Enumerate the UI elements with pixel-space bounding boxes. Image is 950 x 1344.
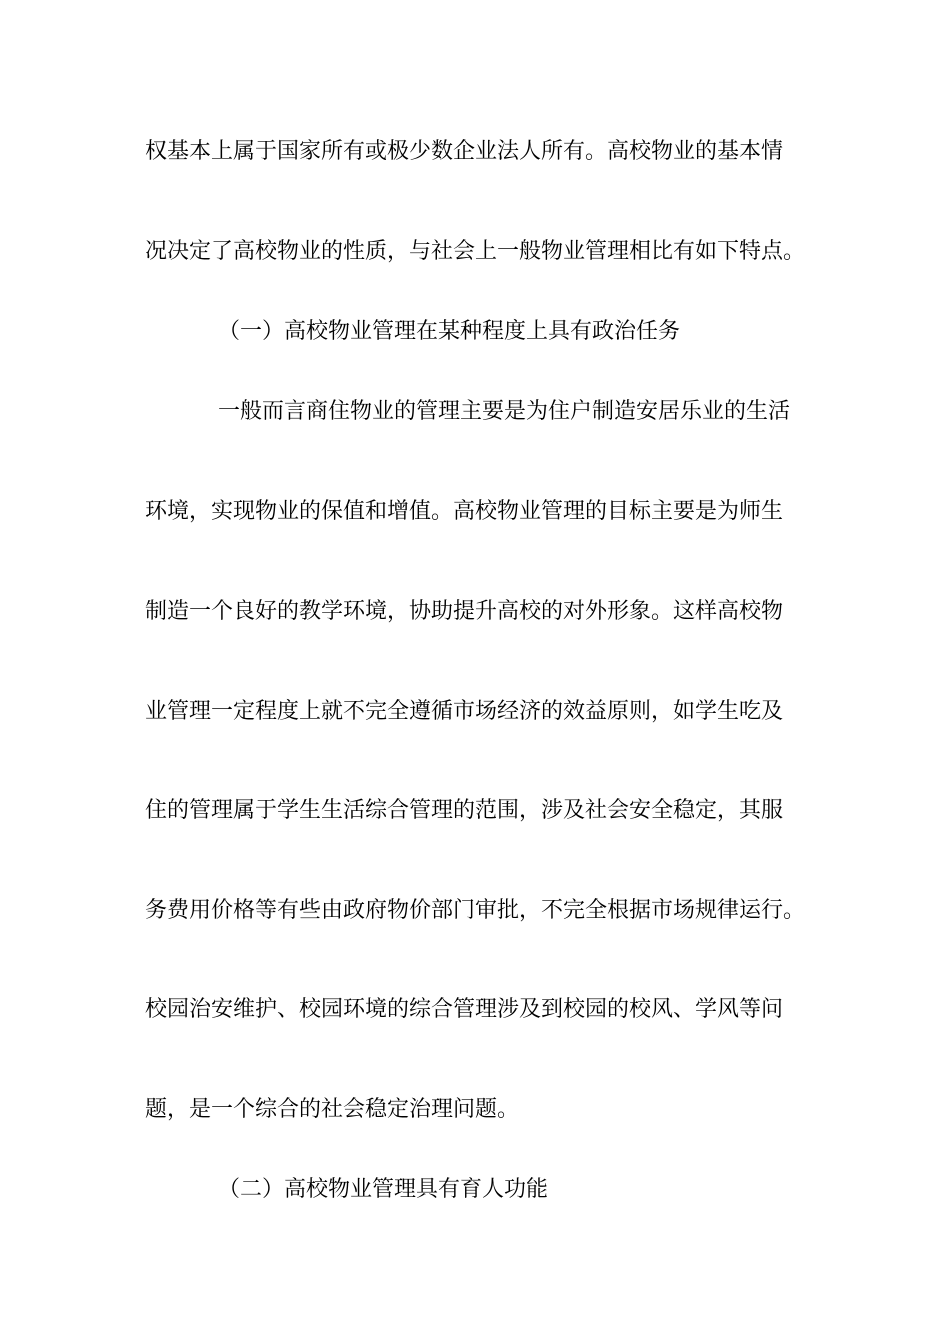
- paragraph-line: 题，是一个综合的社会稳定治理问题。: [145, 1097, 520, 1122]
- paragraph-line: 环境，实现物业的保值和增值。高校物业管理的目标主要是为师生: [145, 499, 784, 524]
- section-heading: （二）高校物业管理具有育人功能: [218, 1177, 549, 1202]
- paragraph-line: 制造一个良好的教学环境，协助提升高校的对外形象。这样高校物: [145, 599, 784, 624]
- section-heading: （一）高校物业管理在某种程度上具有政治任务: [218, 319, 681, 344]
- paragraph-line: 业管理一定程度上就不完全遵循市场经济的效益原则，如学生吃及: [145, 699, 784, 724]
- paragraph-line: 务费用价格等有些由政府物价部门审批，不完全根据市场规律运行。: [145, 898, 806, 923]
- paragraph-line: 况决定了高校物业的性质，与社会上一般物业管理相比有如下特点。: [145, 239, 806, 264]
- paragraph-line: 权基本上属于国家所有或极少数企业法人所有。高校物业的基本情: [145, 139, 784, 164]
- paragraph-line: 校园治安维护、校园环境的综合管理涉及到校园的校风、学风等问: [145, 997, 784, 1022]
- paragraph-line: 一般而言商住物业的管理主要是为住户制造安居乐业的生活: [218, 399, 791, 424]
- paragraph-line: 住的管理属于学生生活综合管理的范围，涉及社会安全稳定，其服: [145, 798, 784, 823]
